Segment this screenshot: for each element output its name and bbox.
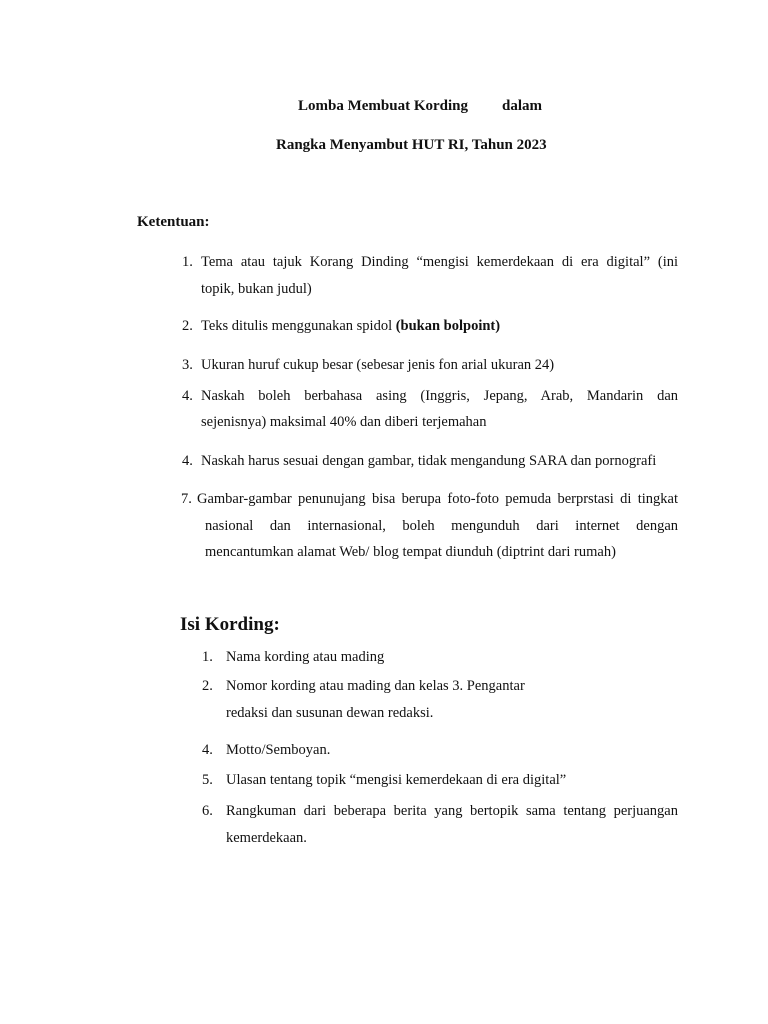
item-text-line: sejenisnya) maksimal 40% dan diberi terjemahan (201, 414, 487, 430)
isi-kording-heading: Isi Kording: (180, 614, 280, 635)
item-text-line: redaksi dan susunan dewan redaksi. (226, 705, 434, 721)
item-text-line: Naskah boleh berbahasa asing (Inggris, Jepang, Arab, Mandarin dan (201, 388, 678, 404)
item-text-line (201, 318, 500, 335)
item-number: 6. (202, 803, 213, 819)
item-text-line: Nama kording atau mading (226, 649, 385, 665)
item-number: 1. (182, 254, 193, 270)
document-subtitle: Rangka Menyambut HUT RI, Tahun 2023 (276, 137, 547, 153)
item-number: 4. (202, 742, 213, 758)
item-text-line: Rangkuman dari beberapa berita yang bertopik sama tentang perjuangan (226, 803, 678, 819)
item-text-line: Tema atau tajuk Korang Dinding “mengisi kemerdekaan di era digital” (ini (201, 254, 678, 270)
item-text-line: Nomor kording atau mading dan kelas 3. Pengantar (226, 678, 525, 694)
item-text-line: Ukuran huruf cukup besar (sebesar jenis fon arial ukuran 24) (201, 357, 555, 373)
item-text-line: mencantumkan alamat Web/ blog tempat diunduh (diptrint dari rumah) (205, 544, 616, 560)
item-text: Teks ditulis menggunakan spidol (201, 318, 396, 334)
item-number: 7. (181, 491, 192, 507)
item-text-line: Gambar-gambar penunujang bisa berupa foto-foto pemuda berprstasi di tingkat (197, 491, 678, 507)
item-number: 1. (202, 649, 213, 665)
item-number: 5. (202, 772, 213, 788)
item-text-line: Ulasan tentang topik “mengisi kemerdekaan di era digital” (226, 772, 567, 788)
item-number: 2. (202, 678, 213, 694)
item-text-bold: (bukan bolpoint) (395, 318, 501, 334)
title-part-1: Lomba Membuat Kording (298, 98, 469, 114)
title-part-2: dalam (502, 98, 543, 114)
document-title (298, 98, 542, 115)
item-number: 4. (182, 388, 193, 404)
item-number: 3. (182, 357, 193, 373)
item-text-line: Naskah harus sesuai dengan gambar, tidak mengandung SARA dan pornografi (201, 453, 657, 469)
item-number: 2. (182, 318, 193, 334)
item-text-line: topik, bukan judul) (201, 281, 312, 297)
item-number: 4. (182, 453, 193, 469)
ketentuan-heading: Ketentuan: (137, 214, 210, 230)
item-text-line: Motto/Semboyan. (226, 742, 331, 758)
item-text-line: nasional dan internasional, boleh mengunduh dari internet dengan (205, 518, 678, 534)
item-text-line: kemerdekaan. (226, 830, 307, 846)
